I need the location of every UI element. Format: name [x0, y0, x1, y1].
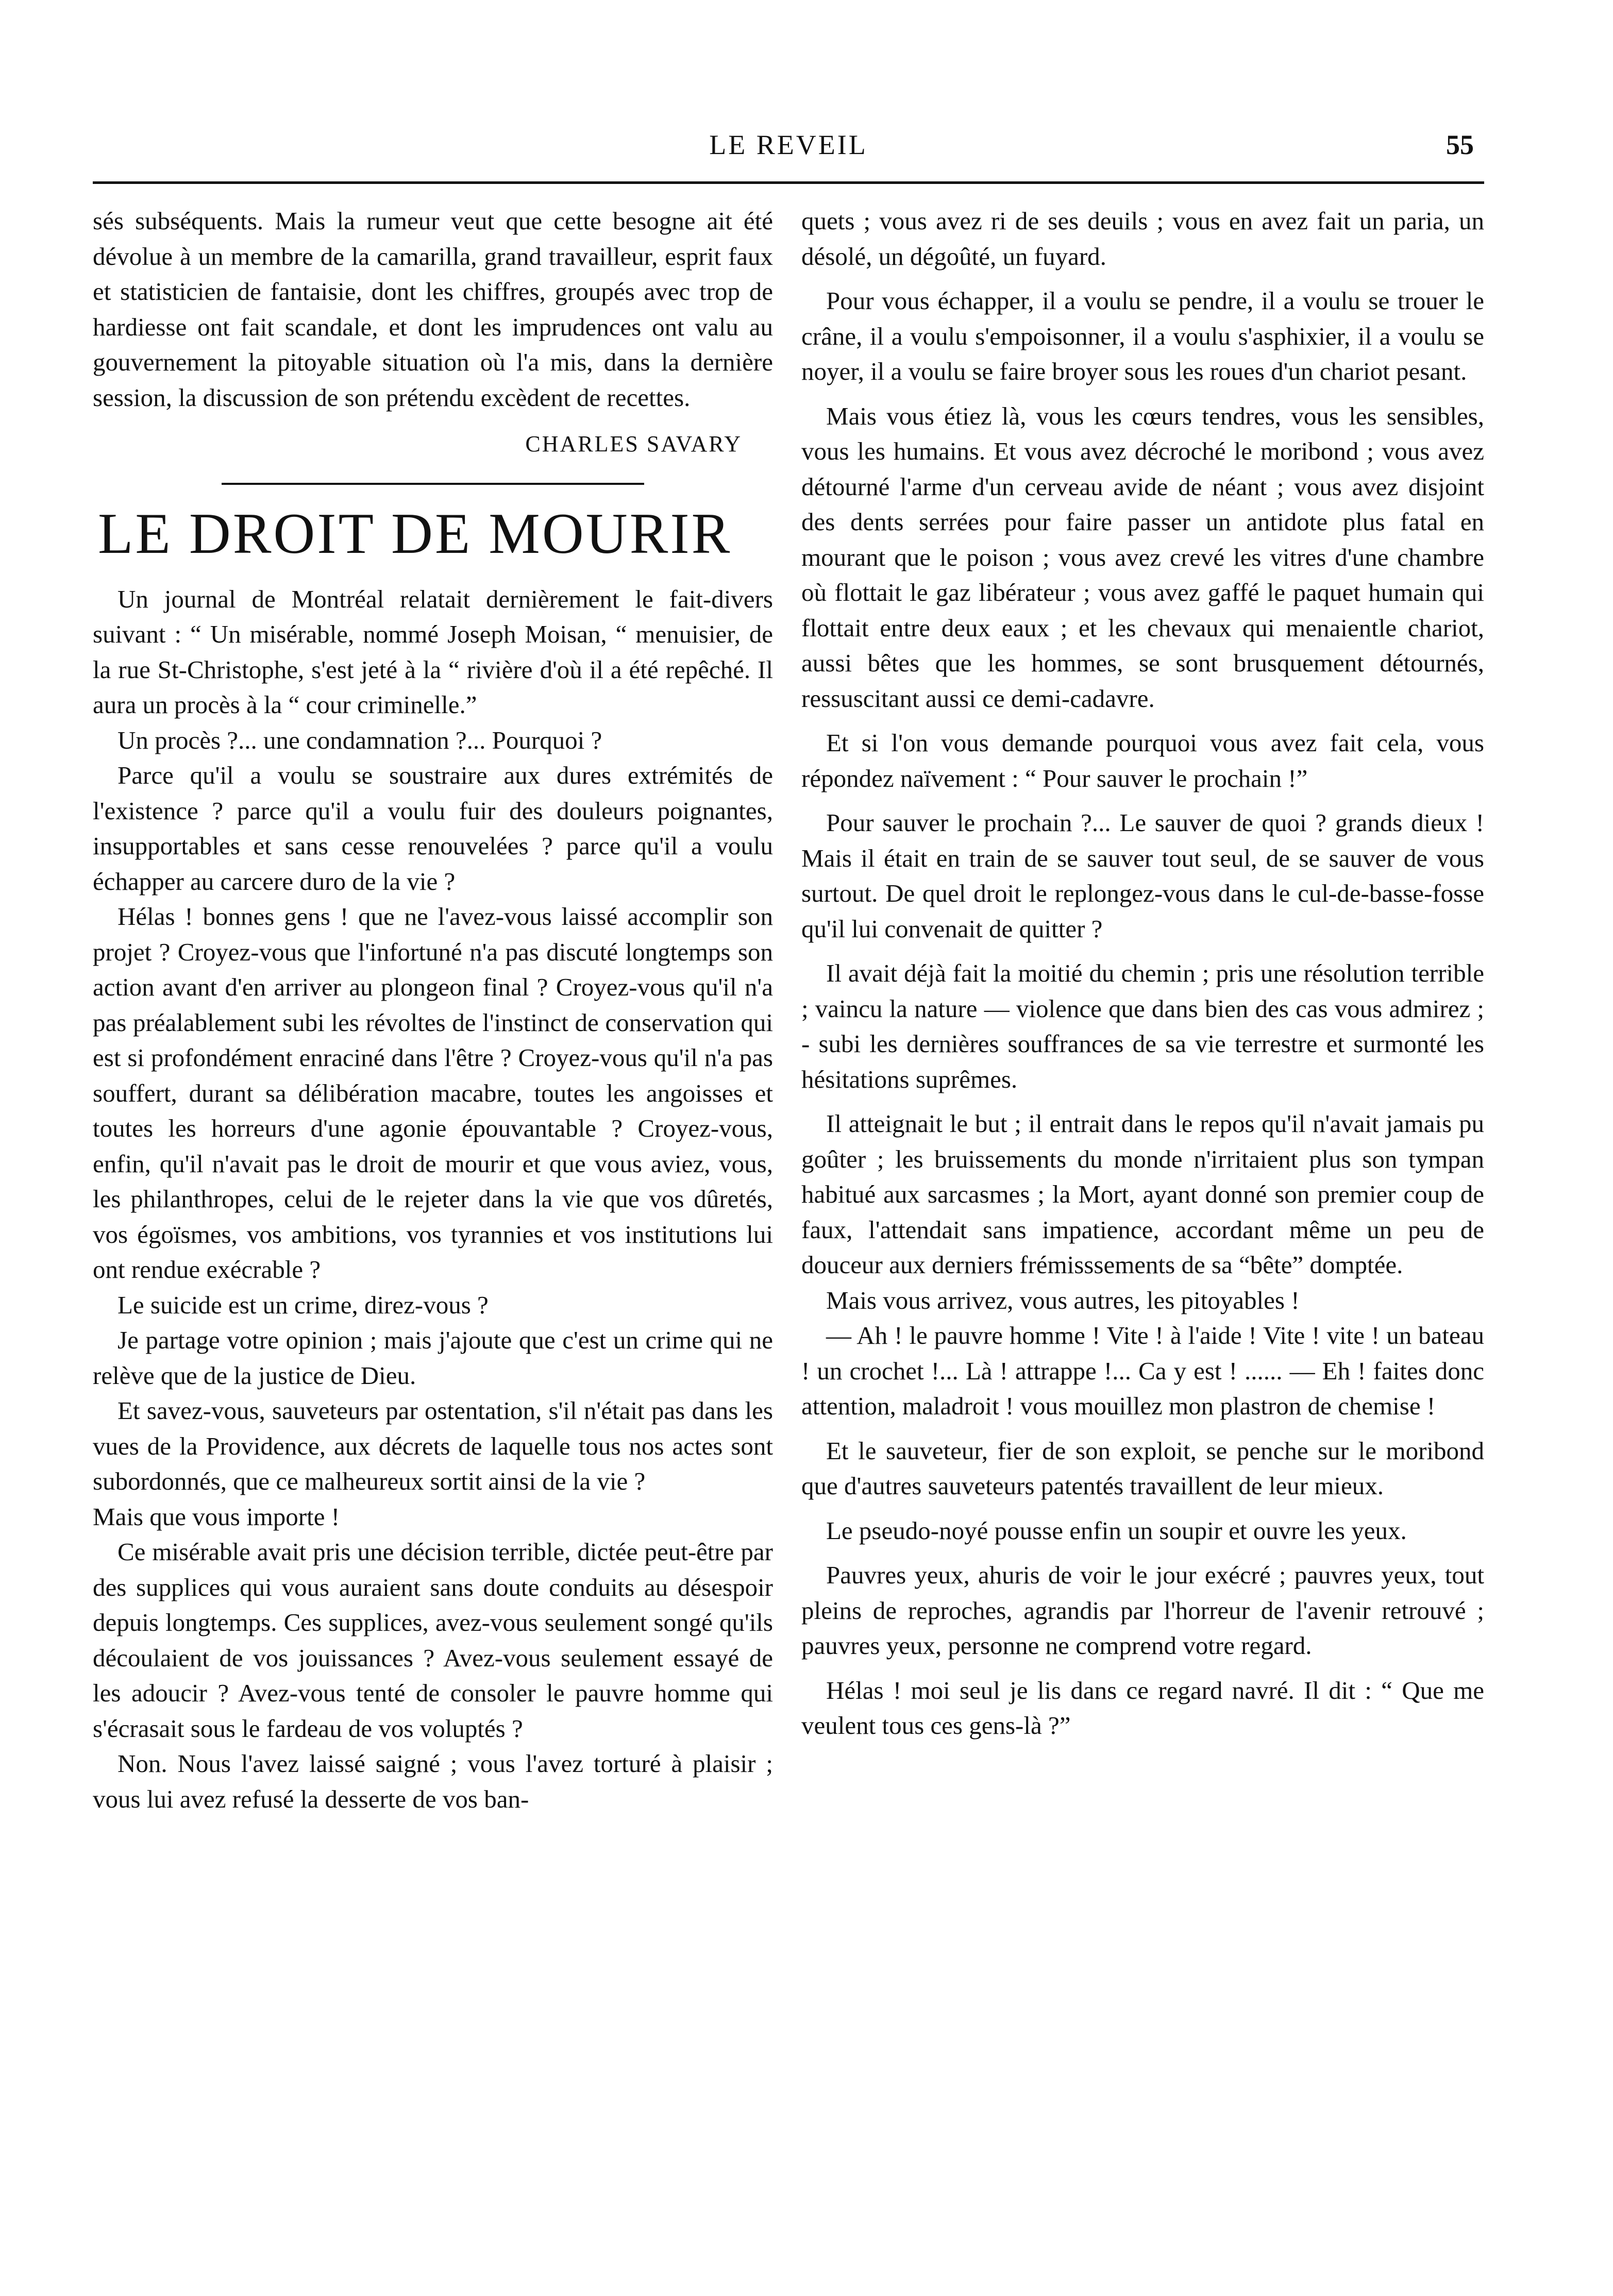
previous-article-ending: sés subséquents. Mais la rumeur veut que cette besogne ait été dévolue à un membre de la camarilla, grand travailleur, esprit faux et statisticien de fantaisie, dont les chiffres, groupés avec trop de hardiesse ont fait scandale, et dont les imprudences ont valu au gouvernement la pitoyable situation où l'a mis, dans la dernière session, la discussion de son prétendu excèdent de recettes.: [93, 207, 773, 412]
article-paragraph: Hélas ! moi seul je lis dans ce regard navré. Il dit : “ Que me veulent tous ces gens-là ?”: [801, 1676, 1484, 1740]
article-paragraph: quets ; vous avez ri de ses deuils ; vous en avez fait un paria, un désolé, un dégoûté, un fuyard.: [801, 207, 1484, 271]
article-paragraph: Pauvres yeux, ahuris de voir le jour exécré ; pauvres yeux, tout pleins de reproches, agrandis par l'horreur de l'avenir retrouvé ; pauvres yeux, personne ne comprend votre regard.: [801, 1561, 1484, 1660]
running-title: LE REVEIL: [709, 129, 868, 160]
article-paragraph: Il avait déjà fait la moitié du chemin ; pris une résolution terrible ; vaincu la nature — violence que dans bien des cas vous admirez ; - subi les dernières souffrances de sa vie terrestre et surmonté les hésitations suprêmes.: [801, 959, 1484, 1093]
article-paragraph: Un journal de Montréal relatait dernièrement le fait-divers suivant : “ Un misérable, nommé Joseph Moisan, “ menuisier, de la rue St-Christophe, s'est jeté à la “ rivière d'où il a été repêché. Il aura un procès à la “ cour criminelle.”: [93, 584, 773, 719]
author-signature: CHARLES SAVARY: [525, 431, 742, 457]
article-paragraph: Un procès ?... une condamnation ?... Pourquoi ?: [117, 725, 602, 754]
article-paragraph: — Ah ! le pauvre homme ! Vite ! à l'aide ! Vite ! vite ! un bateau ! un crochet !... Là ! attrappe !... Ca y est ! ...... — Eh ! faites donc attention, maladroit ! vous mouillez mon plastron de chemise !: [801, 1321, 1484, 1420]
header-rule: [93, 181, 1484, 184]
article-paragraph: Mais vous arrivez, vous autres, les pitoyables !: [826, 1286, 1300, 1314]
article-paragraph: Parce qu'il a voulu se soustraire aux dures extrémités de l'existence ? parce qu'il a voulu fuir des douleurs poignantes, insupportables et sans cesse renouvelées ? parce qu'il a voulu échapper au carcere duro de la vie ?: [93, 761, 773, 896]
article-paragraph: Hélas ! bonnes gens ! que ne l'avez-vous laissé accomplir son projet ? Croyez-vous que l'infortuné n'a pas discuté longtemps son action avant d'en arriver au plongeon final ? Croyez-vous qu'il n'a pas préalablement subi les révoltes de l'instinct de conservation qui est si profondément enraciné dans l'être ? Croyez-vous qu'il n'a pas souffert, durant sa délibération macabre, toutes les angoisses et toutes les horreurs d'une agonie épouvantable ? Croyez-vous, enfin, qu'il n'avait pas le droit de mourir et que vous aviez, vous, les philanthropes, celui de le rejeter dans la vie que vos dûretés, vos égoïsmes, vos ambitions, vos tyrannies et vos institutions lui ont rendue exécrable ?: [93, 902, 773, 1284]
article-paragraph: Il atteignait le but ; il entrait dans le repos qu'il n'avait jamais pu goûter ; les bruissements du monde n'irritaient plus son tympan habitué aux sarcasmes ; la Mort, ayant donné son premier coup de faux, l'attendait sans impatience, accordant même un peu de douceur aux derniers frémisssements de sa “bête” domptée.: [801, 1109, 1484, 1279]
article-paragraph: Pour vous échapper, il a voulu se pendre, il a voulu se trouer le crâne, il a voulu s'empoisonner, il a voulu s'asphixier, il a voulu se noyer, il a voulu se faire broyer sous les roues d'un chariot pesant.: [801, 286, 1484, 385]
article-paragraph: Mais vous étiez là, vous les cœurs tendres, vous les sensibles, vous les humains. Et vous avez décroché le moribond ; vous avez détourné l'arme d'un cerveau avide de néant ; vous avez disjoint des dents serrées pour faire passer un antidote plus fatal en mourant que le poison ; vous avez crevé les vitres d'une chambre où flottait le gaz libérateur ; vous avez gaffé le paquet humain qui flottait entre deux eaux ; et les chevaux qui menaientle chariot, aussi bêtes que les hommes, se sont brusquement détournés, ressuscitant aussi ce demi-cadavre.: [801, 401, 1484, 713]
article-paragraph: Mais que vous importe !: [93, 1502, 340, 1531]
article-paragraph: Le suicide est un crime, direz-vous ?: [117, 1290, 489, 1319]
article-title: LE DROIT DE MOURIR: [98, 501, 732, 566]
article-paragraph: Et savez-vous, sauveteurs par ostentation, s'il n'était pas dans les vues de la Providence, aux décrets de laquelle tous nos actes sont subordonnés, que ce malheureux sortit ainsi de la vie ?: [93, 1396, 773, 1495]
article-paragraph: Non. Nous l'avez laissé saigné ; vous l'avez torturé à plaisir ; vous lui avez refusé la desserte de vos ban-: [93, 1749, 773, 1813]
page-number: 55: [1446, 129, 1474, 160]
article-paragraph: Et si l'on vous demande pourquoi vous avez fait cela, vous répondez naïvement : “ Pour sauver le prochain !”: [801, 729, 1484, 792]
article-paragraph: Ce misérable avait pris une décision terrible, dictée peut-être par des supplices qui vous auraient sans doute conduits au désespoir depuis longtemps. Ces supplices, avez-vous seulement songé qu'ils découlaient de vos jouissances ? Avez-vous seulement essayé de les adoucir ? Avez-vous tenté de consoler le pauvre homme qui s'écrasait sous le fardeau de vos voluptés ?: [93, 1538, 773, 1743]
article-paragraph: Je partage votre opinion ; mais j'ajoute que c'est un crime qui ne relève que de la justice de Dieu.: [93, 1326, 773, 1390]
left-column: [93, 204, 773, 1817]
article-paragraph: Et le sauveteur, fier de son exploit, se penche sur le moribond que d'autres sauveteurs patentés travaillent de leur mieux.: [801, 1436, 1484, 1500]
article-separator-rule: [222, 483, 644, 485]
right-column: [801, 204, 1484, 1744]
article-paragraph: Le pseudo-noyé pousse enfin un soupir et ouvre les yeux.: [826, 1516, 1407, 1545]
article-paragraph: Pour sauver le prochain ?... Le sauver de quoi ? grands dieux ! Mais il était en train de se sauver tout seul, de se sauver de vous surtout. De quel droit le replongez-vous dans le cul-de-basse-fosse qu'il lui convenait de quitter ?: [801, 808, 1484, 943]
running-head: [93, 129, 1484, 175]
